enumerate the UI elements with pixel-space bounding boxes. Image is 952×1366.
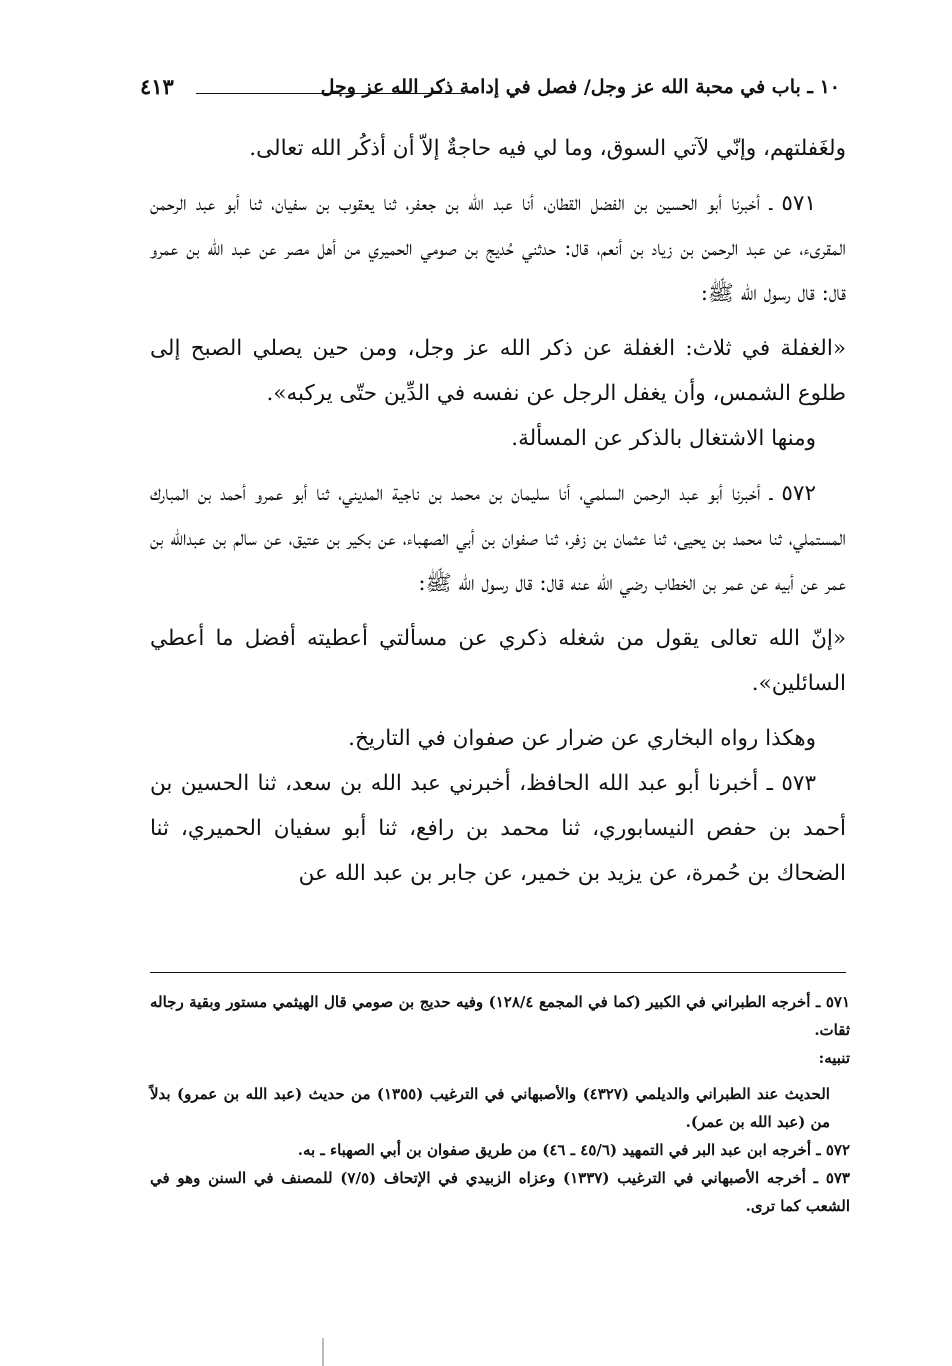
hadith-573-isnad: ٥٧٣ ـ أخبرنا أبو عبد الله الحافظ، أخبرني عبد الله بن سعد، ثنا الحسين بن أحمد بن حفص النيسابوري، ثنا محمد بن رافع، ثنا أبو سفيان الحميري، ثنا الضحاك بن حُمرة، عن يزيد بن خمير، عن جابر بن عبد الله عن	[150, 771, 846, 886]
main-text	[150, 126, 846, 896]
running-header	[140, 70, 840, 106]
footnote-571: ٥٧١ ـ أخرجه الطبراني في الكبير (كما في المجمع ١٢٨/٤) وفيه حديج بن صومي قال الهيثمي مستور وبقية رجاله ثقات.	[150, 993, 850, 1039]
footnote-573: ٥٧٣ ـ أخرجه الأصبهاني في الترغيب (١٣٣٧) وعزاه الزبيدي في الإتحاف (٧/٥) للمصنف في السنن وهو في الشعب كما ترى.	[150, 1169, 850, 1215]
chapter-title: ١٠ ـ باب في محبة الله عز وجل/ فصل في إدامة ذكر الله عز وجل	[320, 76, 840, 98]
bukhari-note: وهكذا رواه البخاري عن ضرار عن صفوان في التاريخ.	[348, 726, 816, 751]
footnote-divider	[150, 972, 846, 973]
hadith-572-isnad: ٥٧٢ ـ أخبرنا أبو عبد الرحمن السلمي، أنا سليمان بن محمد بن ناجية المديني، ثنا أبو عمرو أحمد بن المبارك المستملي، ثنا محمد بن يحيى، ثنا عثمان بن زفر، ثنا صفوان بن أبي الصهباء، عن بكير بن عتيق، عن سالم بن عبدالله بن عمر عن أبيه عن عمر بن الخطاب رضي الله عنه قال: قال رسول الله ﷺ:	[150, 481, 846, 596]
notice-text: الحديث عند الطبراني والديلمي (٤٣٢٧) والأصبهاني في الترغيب (١٣٥٥) من حديث (عبد الله بن عمرو) بدلاً من (عبد الله بن عمر).	[150, 1085, 830, 1131]
hadith-571-isnad: ٥٧١ ـ أخبرنا أبو الحسين بن الفضل القطان، أنا عبد الله بن جعفر، ثنا يعقوب بن سفيان، ثنا أبو عبد الرحمن المقرىء، عن عبد الرحمن بن زياد بن أنعم، قال: حدثني حُديج بن صومي الحميري من أهل مصر عن عبد الله بن عمرو قال: قال رسول الله ﷺ:	[150, 191, 846, 306]
header-rule	[196, 93, 465, 94]
section-note: ومنها الاشتغال بالذكر عن المسألة.	[511, 426, 816, 451]
paragraph-continuation: ولغَفلتهم، وإنّي لآتي السوق، وما لي فيه حاجةٌ إلاّ أن أذكُر الله تعالى.	[249, 136, 846, 161]
page-number: ٤١٣	[140, 74, 174, 99]
footnote-572: ٥٧٢ ـ أخرجه ابن عبد البر في التمهيد (٤٥/٦ ـ ٤٦) من طريق صفوان بن أبي الصهباء ـ به.	[297, 1141, 850, 1159]
hadith-572-matn: «إنّ الله تعالى يقول من شغله ذكري عن مسألتي أعطيته أفضل ما أعطي السائلين».	[150, 626, 846, 696]
hadith-571-matn: «الغفلة في ثلاث: الغفلة عن ذكر الله عز وجل، ومن حين يصلي الصبح إلى طلوع الشمس، وأن يغفل الرجل عن نفسه في الدِّين حتّى يركبه».	[150, 336, 846, 406]
scan-artifact	[322, 1338, 324, 1366]
footnotes	[150, 988, 850, 1220]
notice-label: تنبيه:	[818, 1049, 850, 1067]
